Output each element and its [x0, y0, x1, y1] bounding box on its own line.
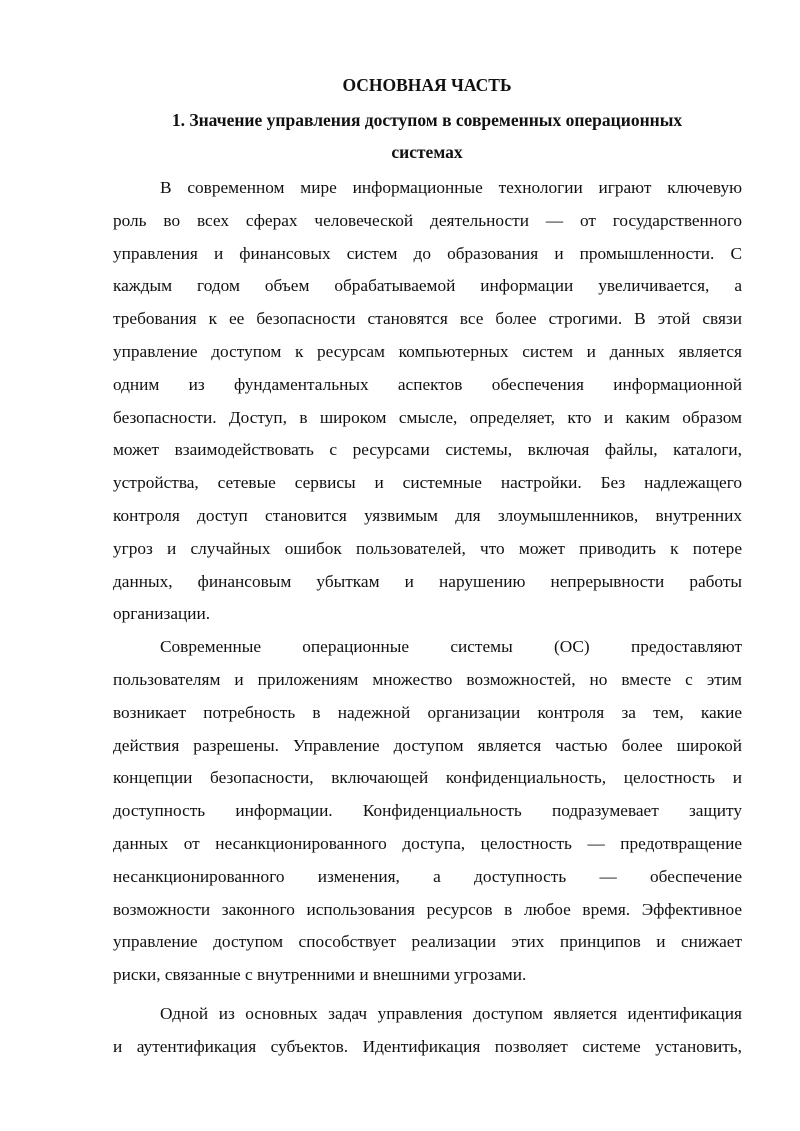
paragraph-line: возможности законного использования ресурсов в любое время. Эффективное: [113, 899, 742, 919]
paragraph-line: угроз и случайных ошибок пользователей, что может приводить к потере: [113, 538, 742, 558]
subsection-title: [112, 104, 742, 168]
document-body: [113, 172, 742, 1064]
paragraph-line: управления и финансовых систем до образования и промышленности. С: [113, 243, 742, 263]
paragraph-line: каждым годом объем обрабатываемой информации увеличивается, а: [113, 276, 742, 296]
paragraph: [113, 172, 742, 631]
paragraph-line: требования к ее безопасности становятся все более строгими. В этой связи: [113, 309, 742, 329]
paragraph-line: данных, финансовым убыткам и нарушению непрерывности работы: [113, 571, 742, 591]
paragraph-line: действия разрешены. Управление доступом является частью более широкой: [113, 735, 742, 755]
paragraph-line: Одной из основных задач управления доступом является идентификация: [160, 1003, 742, 1023]
paragraph-line: может взаимодействовать с ресурсами системы, включая файлы, каталоги,: [113, 440, 742, 460]
subsection-title-line: 1. Значение управления доступом в современных операционных: [171, 110, 683, 130]
paragraph-line: организации.: [113, 604, 211, 624]
paragraph-line: одним из фундаментальных аспектов обеспечения информационной: [113, 374, 742, 394]
paragraph-line: устройства, сетевые сервисы и системные настройки. Без надлежащего: [113, 473, 742, 493]
paragraph-line: В современном мире информационные технологии играют ключевую: [160, 178, 742, 197]
paragraph-line: Современные операционные системы (ОС) предоставляют: [160, 637, 742, 657]
subsection-title-line: системах: [391, 142, 463, 162]
paragraph-line: возникает потребность в надежной организации контроля за тем, какие: [113, 702, 742, 722]
paragraph-line: безопасности. Доступ, в широком смысле, определяет, кто и каким образом: [113, 407, 742, 427]
paragraph-line: управление доступом способствует реализации этих принципов и снижает: [113, 932, 742, 952]
paragraph-line: роль во всех сферах человеческой деятельности — от государственного: [113, 210, 742, 230]
paragraph-line: данных от несанкционированного доступа, целостность — предотвращение: [113, 833, 742, 853]
paragraph: [113, 998, 742, 1064]
paragraph-line: концепции безопасности, включающей конфиденциальность, целостность и: [113, 768, 742, 788]
paragraph-line: несанкционированного изменения, а доступность — обеспечение: [113, 866, 742, 886]
paragraph-line: риски, связанные с внутренними и внешними угрозами.: [113, 965, 527, 985]
section-title: ОСНОВНАЯ ЧАСТЬ: [342, 75, 512, 95]
paragraph: [113, 631, 742, 992]
paragraph-line: и аутентификация субъектов. Идентификация позволяет системе установить,: [113, 1036, 742, 1056]
paragraph-line: контроля доступ становится уязвимым для злоумышленников, внутренних: [113, 505, 742, 525]
paragraph-line: пользователям и приложениям множество возможностей, но вместе с этим: [113, 669, 742, 689]
paragraph-line: управление доступом к ресурсам компьютерных систем и данных является: [113, 341, 742, 361]
paragraph-line: доступность информации. Конфиденциальность подразумевает защиту: [113, 801, 742, 821]
